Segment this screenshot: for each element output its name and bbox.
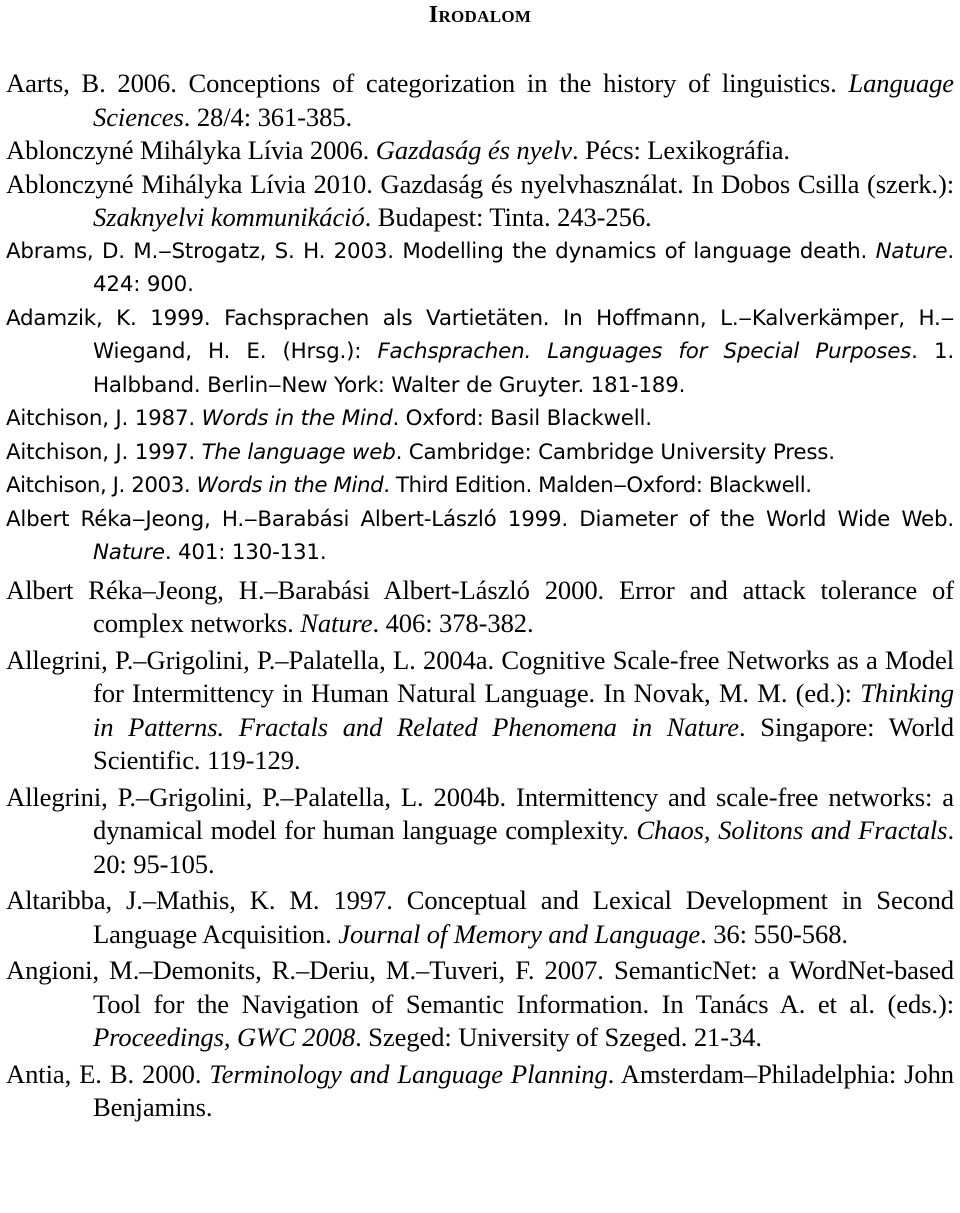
reference-text: Aitchison, J. 2003.: [6, 473, 197, 498]
reference-source-title: The language web: [201, 439, 396, 465]
reference-entry: [6, 402, 954, 436]
reference-source-title: Proceedings, GWC 2008: [93, 1022, 356, 1052]
reference-text: . Oxford: Basil Blackwell.: [392, 406, 652, 431]
reference-text: Aitchison, J. 1997.: [6, 439, 202, 465]
reference-text: . 36: 550-568.: [700, 918, 848, 949]
reference-text: Albert Réka‒Jeong, H.‒Barabási Albert-László 2000. Error and attack tolerance of complex networks.: [6, 574, 954, 638]
reference-entry: [6, 469, 954, 503]
reference-entry: [6, 134, 954, 168]
reference-text: . 28/4: 361-385.: [183, 101, 353, 132]
reference-text: . 424: 900.: [93, 238, 954, 297]
reference-text: Abrams, D. M.‒Strogatz, S. H. 2003. Modelling the dynamics of language death.: [6, 238, 876, 264]
reference-text: Aitchison, J. 1987.: [6, 406, 202, 431]
reference-entry: [6, 884, 954, 951]
reference-entry: [6, 574, 954, 641]
reference-entry: [6, 302, 954, 403]
reference-source-title: Chaos, Solitons and Fractals: [636, 815, 948, 845]
heading-small-caps: RODALOM: [438, 7, 532, 26]
reference-text: Allegrini, P.‒Grigolini, P.‒Palatella, L. 2004b. Intermittency and scale-free networks: a dynamical model for human language complexity.: [6, 781, 954, 845]
reference-entry: [6, 954, 954, 1055]
section-heading: [6, 0, 954, 40]
reference-source-title: Nature: [875, 238, 948, 264]
reference-source-title: Nature: [300, 608, 373, 638]
reference-text: . 406: 378-382.: [372, 608, 534, 638]
reference-source-title: Language Sciences: [93, 68, 954, 132]
reference-text: . 20: 95-105.: [93, 815, 954, 879]
reference-text: Allegrini, P.‒Grigolini, P.‒Palatella, L. 2004a. Cognitive Scale-free Networks as a Model for Intermittency in Human Natural Language. In Novak, M. M. (ed.):: [6, 644, 954, 708]
reference-source-title: Journal of Memory and Language: [338, 918, 701, 949]
reference-source-title: Szaknyelvi kommunikáció: [93, 202, 365, 232]
reference-source-title: Gazdaság és nyelv: [375, 135, 572, 165]
reference-text: Aarts, B. 2006. Conceptions of categorization in the history of linguistics.: [6, 68, 849, 98]
reference-text: Albert Réka‒Jeong, H.‒Barabási Albert-László 1999. Diameter of the World Wide Web.: [6, 506, 954, 532]
reference-text: . Third Edition. Malden‒Oxford: Blackwell.: [383, 473, 812, 498]
reference-list: [6, 67, 954, 1125]
reference-source-title: Fachsprachen. Languages for Special Purposes: [377, 339, 912, 364]
reference-text: . Singapore: World Scientific. 119-129.: [93, 711, 954, 775]
reference-text: . 1. Halbband. Berlin‒New York: Walter de Gruyter. 181-189.: [93, 339, 954, 398]
reference-source-title: Words in the Mind: [196, 473, 384, 498]
reference-entry: [6, 168, 954, 235]
reference-text: Angioni, M.‒Demonits, R.‒Deriu, M.‒Tuveri, F. 2007. SemanticNet: a WordNet-based Tool for the Navigation of Semantic Information. In Tanács A. et al. (eds.):: [6, 955, 954, 1019]
reference-text: Ablonczyné Mihályka Lívia 2006.: [6, 135, 376, 165]
reference-text: . Szeged: University of Szeged. 21-34.: [355, 1022, 762, 1052]
reference-entry: [6, 1058, 954, 1125]
reference-entry: [6, 644, 954, 778]
reference-entry: [6, 781, 954, 882]
reference-text: Antia, E. B. 2000.: [6, 1058, 210, 1089]
heading-initial: I: [428, 2, 439, 28]
reference-text: Altaribba, J.‒Mathis, K. M. 1997. Conceptual and Lexical Development in Second Language Acquisition.: [6, 885, 954, 949]
reference-text: . Pécs: Lexikográfia.: [572, 135, 790, 165]
reference-text: . 401: 130-131.: [164, 540, 327, 565]
reference-text: Adamzik, K. 1999. Fachsprachen als Vartietäten. In Hoffmann, L.‒Kalverkämper, H.‒Wiegand, H. E. (Hrsg.):: [6, 305, 954, 364]
reference-text: . Budapest: Tinta. 243-256.: [364, 202, 652, 232]
reference-source-title: Words in the Mind: [201, 406, 393, 431]
reference-text: . Amsterdam‒Philadelphia: John Benjamins.: [93, 1058, 954, 1122]
reference-text: Ablonczyné Mihályka Lívia 2010. Gazdaság és nyelvhasználat. In Dobos Csilla (szerk.):: [6, 168, 954, 199]
reference-entry: [6, 503, 954, 570]
reference-source-title: Thinking in Patterns. Fractals and Related Phenomena in Nature: [93, 678, 954, 742]
reference-source-title: Nature: [93, 540, 165, 565]
reference-text: . Cambridge: Cambridge University Press.: [395, 439, 835, 465]
reference-entry: [6, 67, 954, 134]
reference-entry: [6, 235, 954, 302]
reference-source-title: Terminology and Language Planning: [209, 1058, 608, 1089]
reference-entry: [6, 436, 954, 470]
